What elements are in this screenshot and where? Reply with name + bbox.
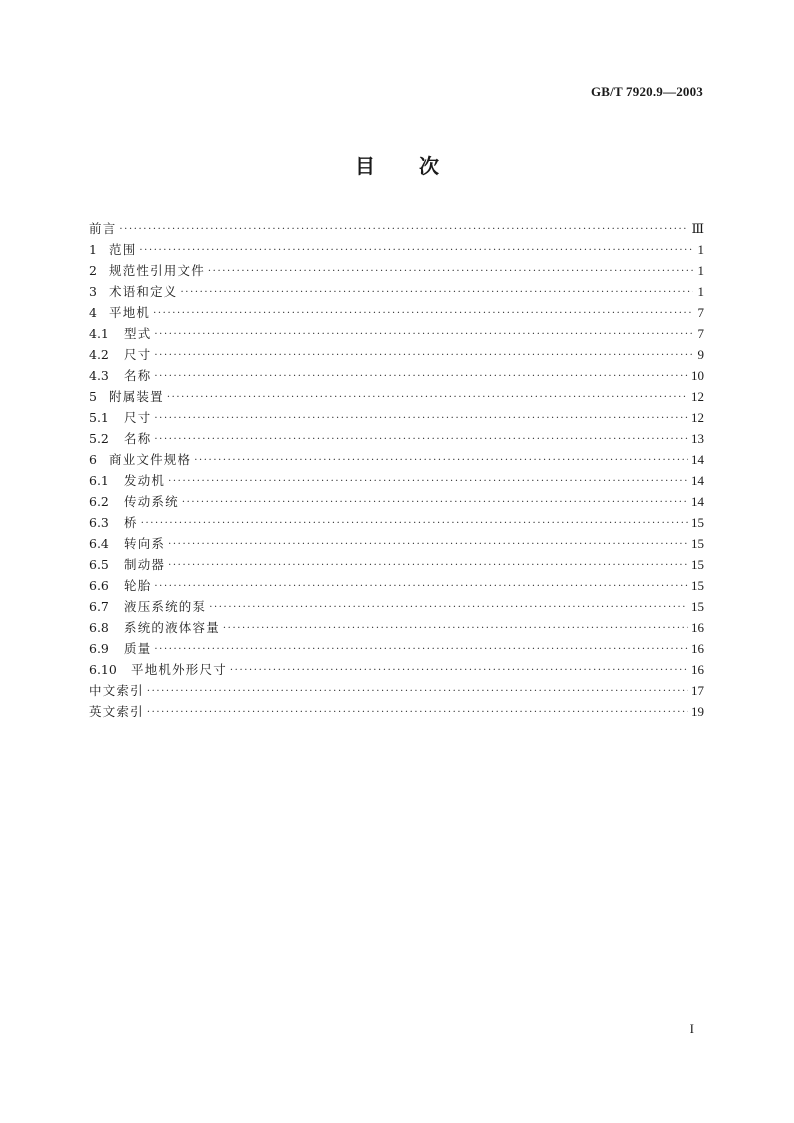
toc-entry[interactable]: [89, 449, 704, 470]
toc-entry-label: 名称: [124, 431, 152, 446]
toc-entry[interactable]: [89, 491, 704, 512]
toc-entry-page: 1: [697, 242, 704, 257]
toc-entry-page: 14: [691, 494, 704, 509]
toc-entry-number: 6.10: [89, 662, 117, 677]
toc-entry-number: 6.3: [89, 515, 109, 530]
toc-entry-number: 1: [89, 242, 97, 257]
toc-entry-label: 发动机: [124, 473, 166, 488]
toc-entry-number: 6.1: [89, 473, 109, 488]
toc-entry-label: 传动系统: [124, 494, 179, 509]
toc-entry-page: 7: [697, 326, 704, 341]
toc-entry-number: 6.6: [89, 578, 109, 593]
toc-entry-label: 英文索引: [89, 704, 144, 719]
toc-title: [0, 150, 794, 179]
toc-dot-leader: [154, 429, 688, 450]
toc-entry[interactable]: [89, 659, 704, 680]
toc-entry-page: 7: [697, 305, 704, 320]
toc-dot-leader: [154, 366, 688, 387]
toc-entry-number: 6.7: [89, 599, 109, 614]
toc-entry-page: 16: [691, 641, 704, 656]
toc-entry[interactable]: [89, 533, 704, 554]
toc-entry[interactable]: [89, 239, 704, 260]
toc-entry[interactable]: [89, 302, 704, 323]
toc-entry-label: 制动器: [124, 557, 166, 572]
toc-entry-label: 名称: [124, 368, 152, 383]
toc-entry[interactable]: [89, 701, 704, 722]
toc-entry-number: 6.9: [89, 641, 109, 656]
toc-dot-leader: [182, 492, 688, 513]
toc-entry-label: 规范性引用文件: [109, 263, 205, 278]
toc-entry-label: 桥: [124, 515, 138, 530]
toc-entry-page: 16: [691, 620, 704, 635]
toc-dot-leader: [208, 261, 693, 282]
toc-entry[interactable]: [89, 365, 704, 386]
toc-entry-page: 1: [697, 263, 704, 278]
toc-entry[interactable]: [89, 470, 704, 491]
toc-entry-number: 2: [89, 263, 97, 278]
toc-entry-number: 6.8: [89, 620, 109, 635]
toc-dot-leader: [147, 702, 688, 723]
toc-entry-page: 19: [691, 704, 704, 719]
toc-entry-page: 15: [691, 578, 704, 593]
toc-dot-leader: [209, 597, 688, 618]
toc-entry-label: 中文索引: [89, 683, 144, 698]
table-of-contents: [89, 218, 704, 722]
toc-entry-page: 16: [691, 662, 704, 677]
toc-entry-number: 6.2: [89, 494, 109, 509]
toc-title-part1: 目: [355, 154, 375, 178]
toc-entry-page: 14: [691, 452, 704, 467]
standard-number: GB/T 7920.9—2003: [590, 84, 703, 99]
toc-entry-label: 尺寸: [124, 410, 152, 425]
toc-entry-label: 质量: [124, 641, 152, 656]
toc-entry-page: 14: [691, 473, 704, 488]
toc-dot-leader: [168, 534, 688, 555]
toc-dot-leader: [154, 324, 693, 345]
toc-dot-leader: [168, 471, 688, 492]
toc-entry-number: 5: [89, 389, 97, 404]
toc-entry[interactable]: [89, 512, 704, 533]
toc-entry-number: 5.1: [89, 410, 109, 425]
toc-entry-number: 6: [89, 452, 97, 467]
toc-entry-page: 12: [691, 410, 704, 425]
toc-entry-page: 15: [691, 599, 704, 614]
toc-entry-label: 平地机外形尺寸: [131, 662, 227, 677]
toc-entry-page: 15: [691, 515, 704, 530]
toc-entry-number: 6.5: [89, 557, 109, 572]
toc-entry-label: 范围: [109, 242, 137, 257]
toc-entry-label: 尺寸: [124, 347, 152, 362]
toc-dot-leader: [194, 450, 688, 471]
toc-dot-leader: [230, 660, 688, 681]
toc-dot-leader: [153, 303, 693, 324]
toc-entry-number: 4.2: [89, 347, 109, 362]
toc-entry-label: 轮胎: [124, 578, 152, 593]
page-number: I: [689, 1021, 694, 1036]
toc-entry[interactable]: [89, 323, 704, 344]
toc-dot-leader: [154, 345, 693, 366]
toc-entry-page: 13: [691, 431, 704, 446]
toc-dot-leader: [147, 681, 688, 702]
toc-entry[interactable]: [89, 428, 704, 449]
toc-entry-label: 转向系: [124, 536, 166, 551]
toc-entry-label: 术语和定义: [109, 284, 178, 299]
toc-dot-leader: [167, 387, 688, 408]
toc-entry-label: 液压系统的泵: [124, 599, 207, 614]
toc-entry-page: 17: [691, 683, 704, 698]
toc-entry-page: 15: [691, 557, 704, 572]
toc-entry-page: 10: [691, 368, 704, 383]
toc-entry[interactable]: [89, 575, 704, 596]
toc-entry-number: 4: [89, 305, 97, 320]
toc-entry[interactable]: [89, 218, 704, 239]
toc-entry-label: 附属装置: [109, 389, 164, 404]
toc-entry[interactable]: [89, 596, 704, 617]
toc-entry-number: 5.2: [89, 431, 109, 446]
toc-entry[interactable]: [89, 344, 704, 365]
toc-entry-label: 平地机: [109, 305, 151, 320]
toc-entry-label: 商业文件规格: [109, 452, 192, 467]
toc-dot-leader: [154, 639, 688, 660]
toc-entry[interactable]: [89, 281, 704, 302]
toc-dot-leader: [223, 618, 688, 639]
toc-entry-number: 4.1: [89, 326, 109, 341]
toc-dot-leader: [154, 408, 688, 429]
toc-dot-leader: [181, 282, 693, 303]
toc-entry-label: 前言: [89, 221, 117, 236]
toc-dot-leader: [119, 219, 688, 240]
toc-dot-leader: [139, 240, 693, 261]
toc-entry[interactable]: [89, 554, 704, 575]
toc-entry-page: 9: [697, 347, 704, 362]
toc-entry-page: Ⅲ: [691, 221, 704, 236]
toc-entry-number: 6.4: [89, 536, 109, 551]
toc-entry[interactable]: [89, 386, 704, 407]
toc-dot-leader: [141, 513, 688, 534]
toc-entry-page: 1: [697, 284, 704, 299]
toc-dot-leader: [168, 555, 688, 576]
toc-entry-number: 4.3: [89, 368, 109, 383]
toc-entry[interactable]: [89, 680, 704, 701]
toc-title-part2: 次: [419, 154, 439, 178]
toc-entry[interactable]: [89, 638, 704, 659]
toc-entry-label: 系统的液体容量: [124, 620, 220, 635]
toc-entry[interactable]: [89, 407, 704, 428]
toc-entry-number: 3: [89, 284, 97, 299]
toc-dot-leader: [154, 576, 688, 597]
toc-entry-label: 型式: [124, 326, 152, 341]
toc-entry-page: 15: [691, 536, 704, 551]
toc-entry[interactable]: [89, 260, 704, 281]
toc-entry-page: 12: [691, 389, 704, 404]
toc-entry[interactable]: [89, 617, 704, 638]
